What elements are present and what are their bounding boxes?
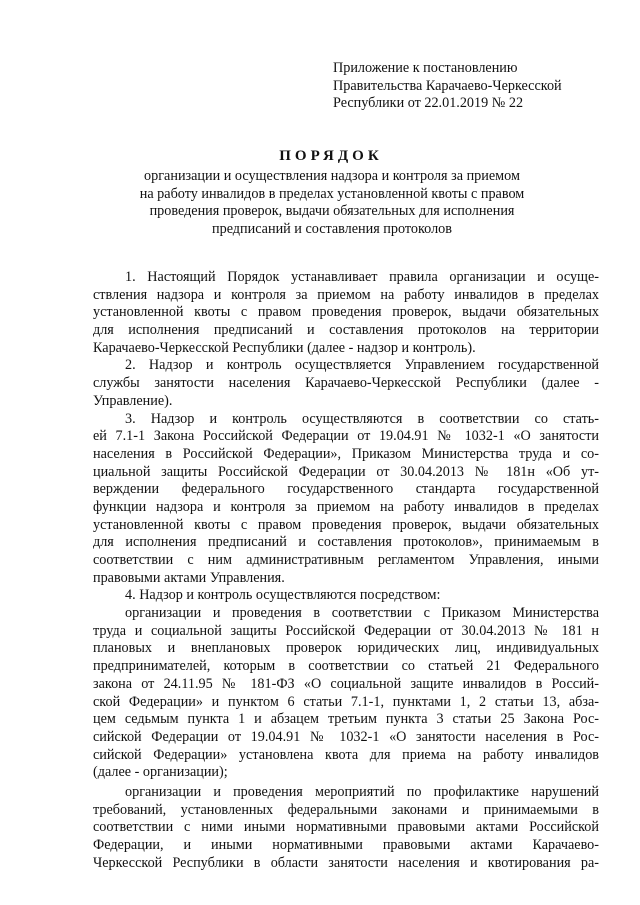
paragraph-3-line: правовыми актами Управления. — [93, 569, 285, 586]
paragraph-1-line: 1. Настоящий Порядок устанавливает правила организации и осуще- — [125, 269, 599, 285]
document-title: ПОРЯДОК — [279, 148, 383, 164]
paragraph-4b-line: соответствии с ними иными нормативными правовыми актами Российской — [93, 819, 599, 836]
paragraph-1-line: Карачаево-Черкесской Республики (далее - надзор и контроль). — [93, 339, 476, 356]
document-subtitle — [0, 168, 640, 238]
paragraph-1-line: установленной квоты с правом проведения проверок, выдачи обязательных — [93, 304, 599, 321]
paragraph-4a-line: организации и проведения в соответствии с Приказом Министерства — [125, 605, 599, 622]
paragraph-4a-line: плановых и внеплановых проверок юридических лиц, индивидуальных — [93, 640, 599, 657]
paragraph-4a-line: закона от 24.11.95 № 181-ФЗ «О социальной защите инвалидов в Россий- — [93, 675, 599, 692]
paragraph-4a-line: (далее - организации); — [93, 764, 228, 781]
paragraph-4a-line: предпринимателей, которым в соответствии со статьей 21 Федерального — [93, 658, 599, 675]
paragraph-4a-line: сийской Федерации от 19.04.91 № 1032-1 «О занятости населения в Рос- — [93, 728, 599, 745]
paragraph-4a-line: сийской Федерации» установлена квота для приема на работу инвалидов — [93, 746, 599, 763]
paragraph-3-line: установленной квоты с правом проведения проверок, выдачи обязательных — [93, 516, 599, 533]
paragraph-4b-line: Федерации, и иными нормативными правовыми актами Карачаево- — [93, 837, 599, 853]
appendix-note-line: Приложение к постановлению — [333, 60, 518, 76]
document-body — [93, 269, 599, 872]
paragraph-4a-line: труда и социальной защиты Российской Федерации от 30.04.2013 № 181 н — [93, 622, 599, 639]
paragraph-4a-line: цем седьмым пункта 1 и абзацем третьим пункта 3 статьи 25 Закона Рос- — [93, 711, 599, 728]
subtitle-line: предписаний и составления протоколов — [212, 220, 452, 237]
subtitle-line: организации и осуществления надзора и контроля за приемом — [144, 168, 520, 184]
paragraph-3-line: для исполнения предписаний и составления протоколов», принимаемым в — [93, 534, 599, 551]
paragraph-2-line: службы занятости населения Карачаево-Черкесской Республики (далее - — [93, 375, 599, 392]
subtitle-line: на работу инвалидов в пределах установленной квоты с правом — [139, 185, 525, 202]
paragraph-3-line: функции надзора и контроля за приемом на работу инвалидов в пределах — [93, 498, 599, 515]
paragraph-4b-line: организации и проведения мероприятий по профилактике нарушений — [125, 783, 599, 800]
paragraph-1-line: для исполнения предписаний и составления протоколов на территории — [93, 322, 599, 339]
paragraph-4a-line: ской Федерации» и пунктом 6 статьи 7.1-1, пунктами 1, 2 статьи 13, абза- — [93, 693, 599, 710]
paragraph-4-line: 4. Надзор и контроль осуществляются посредством: — [125, 587, 441, 604]
paragraph-3-line: ей 7.1-1 Закона Российской Федерации от 19.04.91 № 1032-1 «О занятости — [93, 428, 599, 445]
appendix-note-line: Республики от 22.01.2019 № 22 — [333, 95, 524, 111]
paragraph-4b-line: Черкесской Республики в области занятости населения и квотирования ра- — [93, 854, 599, 871]
paragraph-2-line: 2. Надзор и контроль осуществляется Управлением государственной — [125, 357, 599, 374]
paragraph-3-line: соответствии с ним административным регламентом Управления, иными — [93, 552, 599, 568]
paragraph-2-line: Управление). — [93, 392, 173, 409]
paragraph-3-line: верждении федерального государственного стандарта государственной — [93, 481, 599, 498]
appendix-note-line: Правительства Карачаево-Черкесской — [333, 77, 562, 94]
paragraph-3-line: 3. Надзор и контроль осуществляются в соответствии со стать- — [125, 410, 599, 427]
paragraph-3-line: населения в Российской Федерации», Приказом Министерства труда и со- — [93, 445, 599, 462]
paragraph-1-line: ствления надзора и контроля за приемом на работу инвалидов в пределах — [93, 286, 599, 303]
appendix-note — [333, 60, 623, 113]
subtitle-line: проведения проверок, выдачи обязательных для исполнения — [149, 203, 515, 220]
paragraph-3-line: циальной защиты Российской Федерации от 30.04.2013 № 181н «Об ут- — [93, 463, 599, 480]
paragraph-4b-line: требований, установленных федеральными законами и принимаемыми в — [93, 801, 599, 818]
